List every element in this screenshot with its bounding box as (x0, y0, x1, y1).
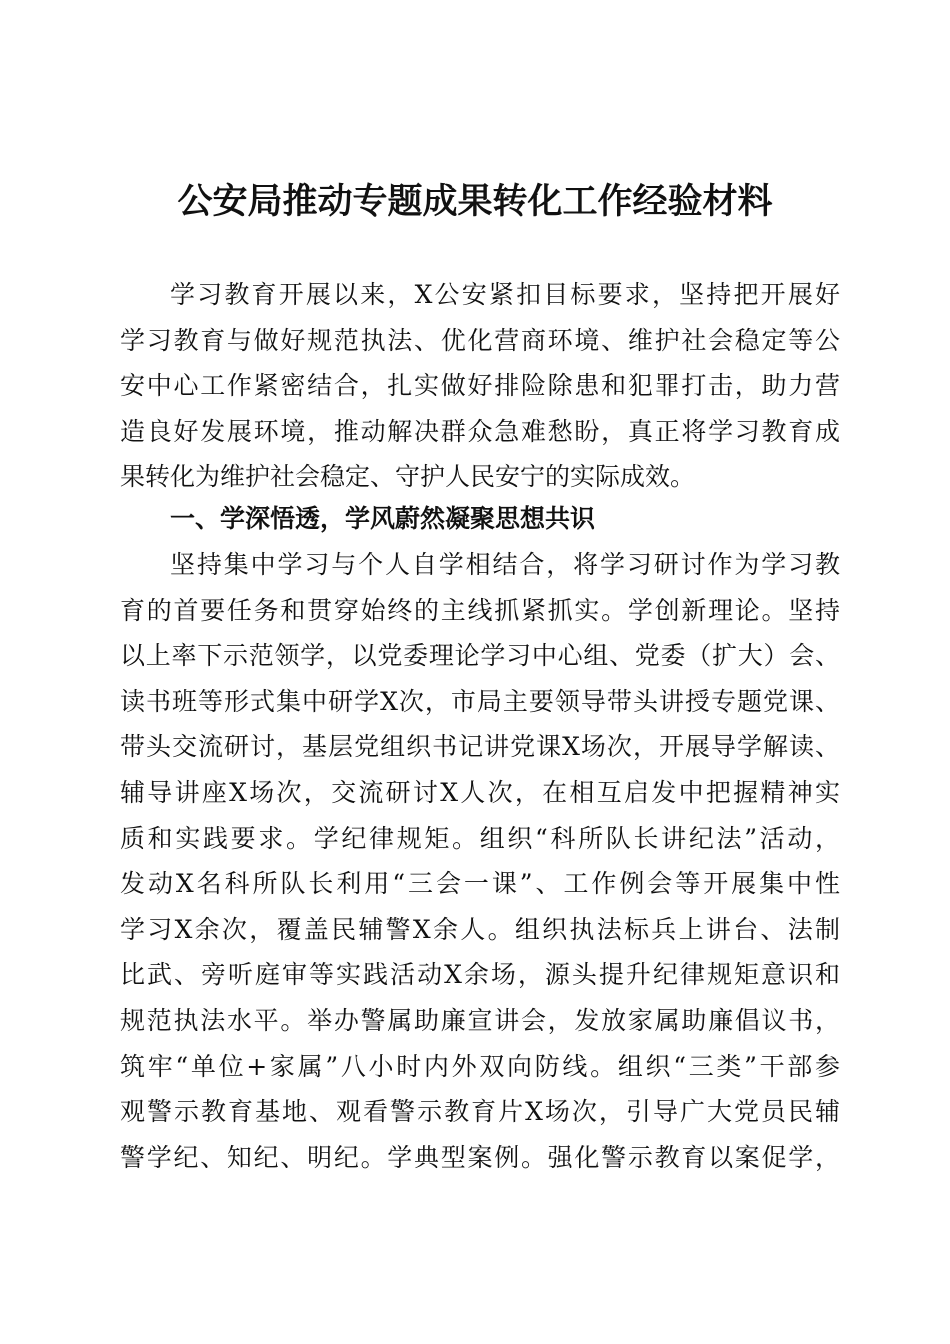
text-line: 坚持集中学习与个人自学相结合，将学习研讨作为学习教 (170, 550, 840, 579)
text-line: 辅导讲座X场次，交流研讨X人次，在相互启发中把握精神实 (120, 777, 840, 807)
text-line: 警学纪、知纪、明纪。学典型案例。强化警示教育以案促学， (120, 1142, 840, 1172)
text-line: 规范执法水平。举办警属助廉宣讲会，发放家属助廉倡议书， (120, 1005, 840, 1035)
text-line: 学习教育与做好规范执法、优化营商环境、维护社会稳定等公 (120, 325, 840, 355)
text-line: 比武、旁听庭审等实践活动X余场，源头提升纪律规矩意识和 (120, 960, 840, 990)
text-line: 观警示教育基地、观看警示教育片X场次，引导广大党员民辅 (120, 1097, 840, 1127)
paragraph-intro (120, 272, 840, 500)
text-line: 学习X余次，覆盖民辅警X余人。组织执法标兵上讲台、法制 (120, 914, 840, 944)
text-line: 质和实践要求。学纪律规矩。组织“科所队长讲纪法”活动， (120, 823, 840, 853)
text-line: 以上率下示范领学，以党委理论学习中心组、党委（扩大）会、 (120, 641, 840, 671)
paragraph-section-1 (120, 542, 840, 1180)
text-line: 读书班等形式集中研学X次，市局主要领导带头讲授专题党课、 (120, 686, 840, 716)
text-line: 安中心工作紧密结合，扎实做好排险除患和犯罪打击，助力营 (120, 371, 840, 401)
text-line: 育的首要任务和贯穿始终的主线抓紧抓实。学创新理论。坚持 (120, 595, 840, 625)
document-title: 公安局推动专题成果转化工作经验材料 (177, 181, 773, 222)
text-line: 发动X名科所队长利用“三会一课”、工作例会等开展集中性 (120, 869, 840, 899)
text-line: 果转化为维护社会稳定、守护人民安宁的实际成效。 (120, 462, 696, 492)
text-line: 学习教育开展以来，X公安紧扣目标要求，坚持把开展好 (170, 280, 840, 309)
section-heading-1: 一、学深悟透，学风蔚然凝聚思想共识 (170, 504, 596, 533)
text-line: 造良好发展环境，推动解决群众急难愁盼，真正将学习教育成 (120, 416, 840, 446)
text-line: 带头交流研讨，基层党组织书记讲党课X场次，开展导学解读、 (120, 732, 840, 762)
text-line: 筑牢“单位+家属”八小时内外双向防线。组织“三类”干部参 (120, 1051, 840, 1081)
